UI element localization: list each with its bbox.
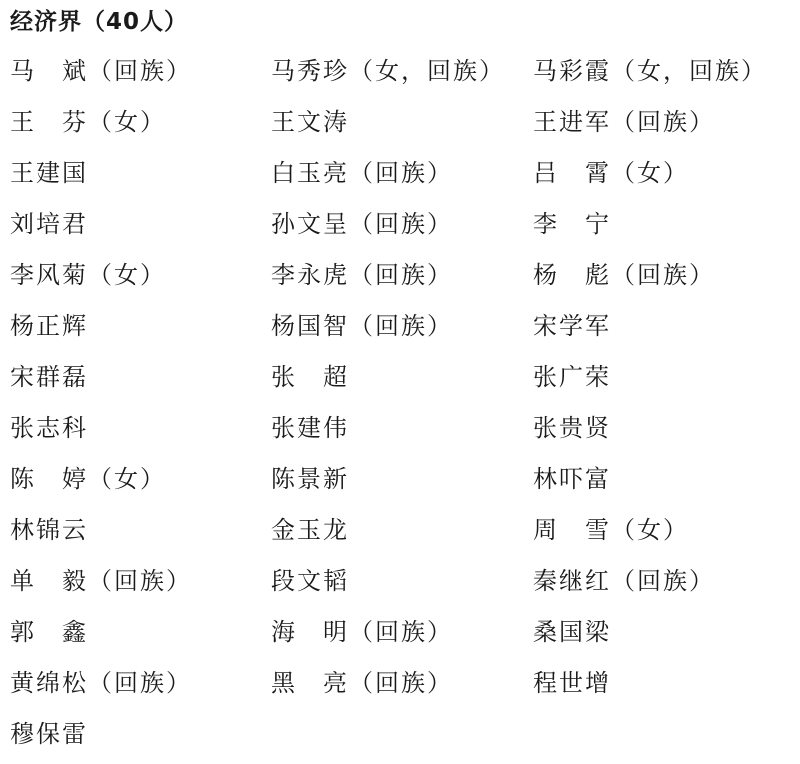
- member-name: 张广荣: [533, 363, 611, 391]
- member-name: 张 超: [271, 363, 349, 391]
- member-name: 金玉龙: [271, 516, 349, 544]
- member-name: 程世增: [533, 669, 611, 697]
- member-name: 杨正辉: [10, 312, 88, 340]
- member-name: 杨国智（回族）: [271, 312, 453, 340]
- member-name: 李风菊（女）: [10, 261, 166, 289]
- member-name: 刘培君: [10, 210, 88, 238]
- member-name: 林吓富: [533, 465, 611, 493]
- section-heading: 经济界（40人）: [10, 9, 189, 35]
- member-name: 白玉亮（回族）: [271, 159, 453, 187]
- member-name: 马秀珍（女，回族）: [271, 57, 505, 85]
- member-name: 黑 亮（回族）: [271, 669, 453, 697]
- member-name: 海 明（回族）: [271, 618, 453, 646]
- member-name: 宋群磊: [10, 363, 88, 391]
- member-name: 秦继红（回族）: [533, 567, 715, 595]
- member-name: 张贵贤: [533, 414, 611, 442]
- member-name: 杨 彪（回族）: [533, 261, 715, 289]
- member-name: 王文涛: [271, 108, 349, 136]
- member-name: 单 毅（回族）: [10, 567, 192, 595]
- member-name: 段文韬: [271, 567, 349, 595]
- member-name: 张志科: [10, 414, 88, 442]
- member-name: 张建伟: [271, 414, 349, 442]
- member-name: 桑国梁: [533, 618, 611, 646]
- member-name: 吕 霄（女）: [533, 159, 689, 187]
- member-name: 王进军（回族）: [533, 108, 715, 136]
- member-name: 王 芬（女）: [10, 108, 166, 136]
- member-name: 郭 鑫: [10, 618, 88, 646]
- member-name: 孙文呈（回族）: [271, 210, 453, 238]
- member-name: 黄绵松（回族）: [10, 669, 192, 697]
- member-name: 李永虎（回族）: [271, 261, 453, 289]
- member-name: 陈 婷（女）: [10, 465, 166, 493]
- member-name: 周 雪（女）: [533, 516, 689, 544]
- member-name: 穆保雷: [10, 720, 88, 748]
- member-name: 马彩霞（女，回族）: [533, 57, 767, 85]
- member-name: 王建国: [10, 159, 88, 187]
- member-name: 李 宁: [533, 210, 611, 238]
- member-name: 马 斌（回族）: [10, 57, 192, 85]
- member-name: 林锦云: [10, 516, 88, 544]
- member-list: [10, 46, 800, 760]
- member-name: 宋学军: [533, 312, 611, 340]
- member-name: 陈景新: [271, 465, 349, 493]
